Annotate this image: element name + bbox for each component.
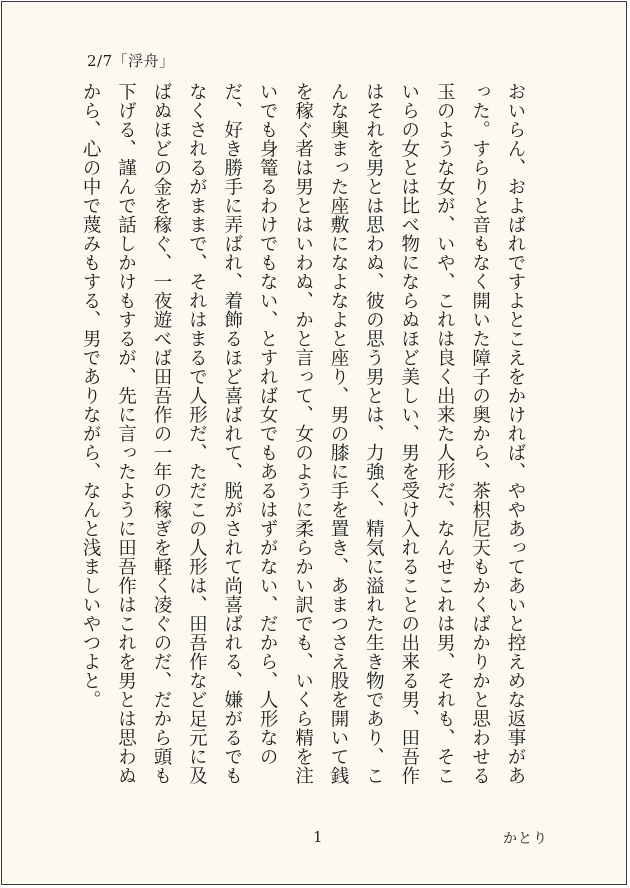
author-name: かとり bbox=[503, 831, 548, 847]
body-text: おいらん、およばれですよとこえをかければ、ややあってあいと控えめな返事があった。すらりと音もなく開いた障子の奥から、茶枳尼天もかくばかりかと思わせる玉のような女が、いや、これは良く出来た人形だ、なんせこれは男、それも、そこいらの女とは比べ物にならぬほど美しい、男を受け入れることの出来る男、田吾作はそれを男とは思わぬ、彼の思う男とは、力強く、精気に溢れた生き物であり、こんな奥まった座敷になよなよと座り、男の膝に手を置き、あまつさえ股を開いて銭を稼ぐ者は男とはいわぬ、かと言って、女のように柔らかい訳でも、いくら精を注いでも身篭るわけでもない、とすれば女でもあるはずがない、だから、人形なのだ、好き勝手に弄ばれ、着飾るほど喜ばれて、脱がされて尚喜ばれる、嫌がるでもなくされるがままで、それはまるで人形だ、ただこの人形は、田吾作など足元に及ばぬほどの金を稼ぐ、一夜遊べば田吾作の一年の稼ぎを軽く凌ぐのだ、だから頭も下げる、謹んで話しかけもするが、先に言ったように田吾作はこれを男とは思わぬから、心の中で蔑みもする、男でありながら、なんと浅ましいやつよと。 bbox=[80, 82, 526, 785]
page-number: 1 bbox=[313, 828, 323, 846]
manuscript-page bbox=[1, 1, 627, 885]
page-header: 2/7「浮舟」 bbox=[87, 52, 175, 70]
